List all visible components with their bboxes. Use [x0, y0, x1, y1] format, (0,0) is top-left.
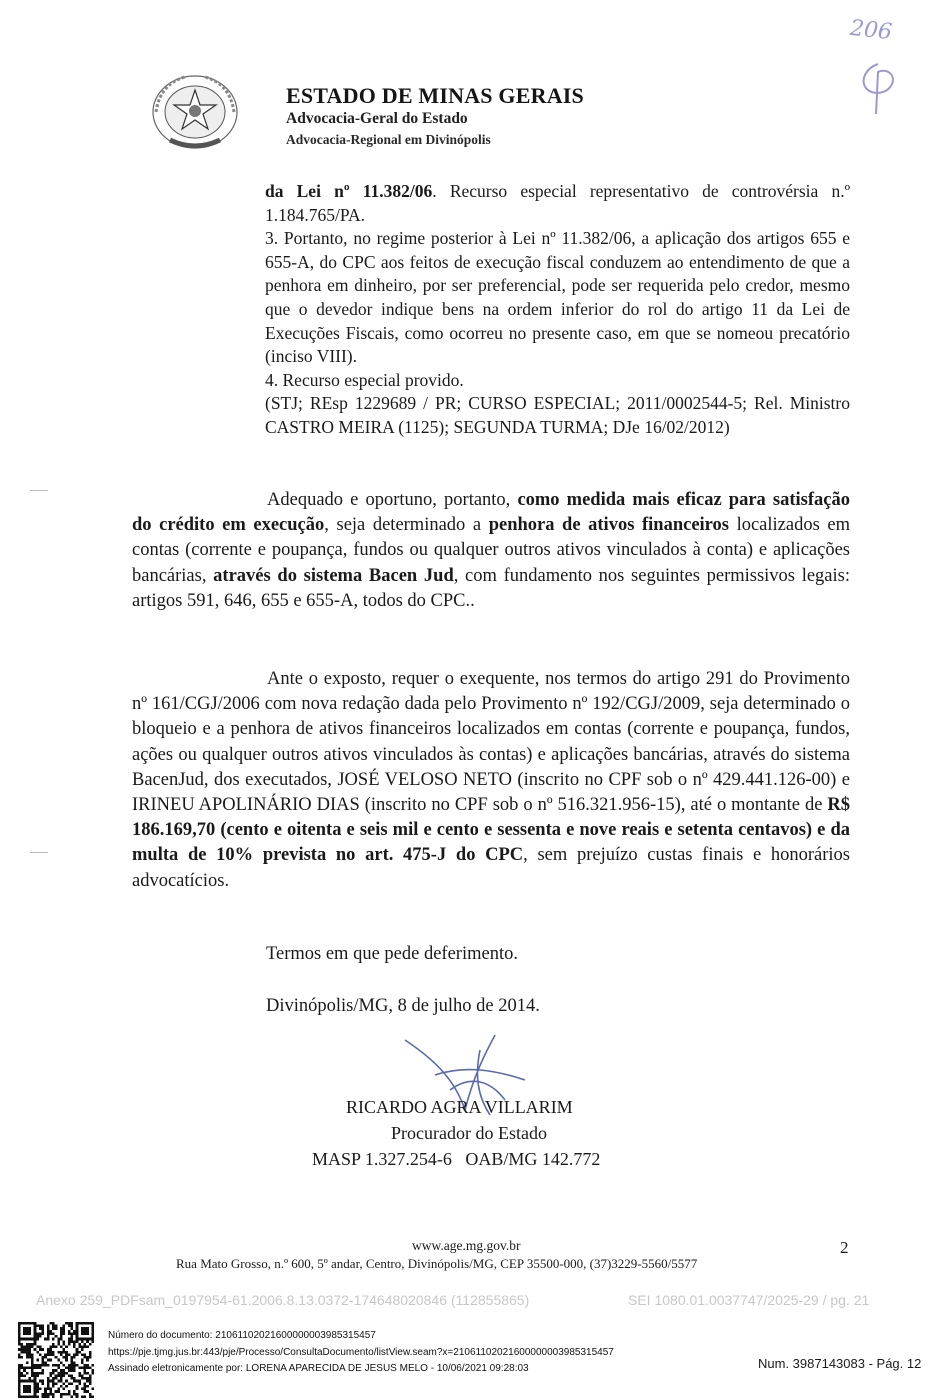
footer-address: Rua Mato Grosso, n.º 600, 5º andar, Centro, Divinópolis/MG, CEP 35500-000, (37)3229-5560/5577 [176, 1256, 698, 1271]
page-number: 2 [840, 1238, 849, 1257]
closing-line: Termos em que pede deferimento. [266, 944, 518, 964]
quote-item-3: 3. Portanto, no regime posterior à Lei nº 11.382/06, a aplicação dos artigos 655 e 655-A, do CPC aos feitos de execução fiscal conduzem ao entendimento de que a penhora em dinheiro, por ser preferencial, pode ser requerida pelo credor, mesmo que o devedor indique bens na ordem inferior do rol do artigo 11 da Lei de Execuções Fiscais, como ocorreu no presente caso, em que se nomeou precatório (inciso VIII). [265, 228, 850, 367]
jurisprudence-quote [265, 180, 850, 440]
paragraph-request: Ante o exposto, requer o exequente, nos termos do artigo 291 do Provimento nº 161/CGJ/2006 com nova redação dada pelo Provimento nº 192/CGJ/2009, seja determinado o bloqueio e a penhora de ativos financeiros localizados em contas (corrente e poupança, fundos, ações ou qualquer outros ativos vinculados às contas) e aplicações bancárias, através do sistema BacenJud, dos executados, JOSÉ VELOSO NETO (inscrito no CPF sob o nº 429.441.126-00) e IRINEU APOLINÁRIO DIAS (inscrito no CPF sob o nº 516.321.956-15), até o montante de R$ 186.169,70 (cento e oitenta e seis mil e cento e sessenta e nove reais e setenta centavos) e da multa de 10% prevista no art. 475-J do CPC, sem prejuízo custas finais e honorários advocatícios. [132, 669, 851, 891]
paragraph-bacen-jud: Adequado e oportuno, portanto, como medida mais eficaz para satisfação do crédito em execução, seja determinado a penhora de ativos financeiros localizados em contas (corrente e poupança, fundos ou qualquer outros ativos vinculados à conta) e aplicações bancárias, através do sistema Bacen Jud, com fundamento nos seguintes permissivos legais: artigos 591, 646, 655 e 655-A, todos do CPC.. [132, 490, 851, 611]
handwritten-initial-icon [848, 58, 908, 118]
annex-stamp: Anexo 259_PDFsam_0197954-61.2006.8.13.0372-174648020846 (112855865) [36, 1292, 530, 1308]
header-subtitle: Advocacia-Geral do Estado [286, 110, 468, 127]
document-num-page: Num. 3987143083 - Pág. 12 [758, 1356, 922, 1371]
document-number: Número do documento: 21061102021600000003985315457 [108, 1330, 376, 1341]
signer-role: Procurador do Estado [391, 1123, 547, 1143]
header-title: ESTADO DE MINAS GERAIS [286, 83, 584, 108]
place-date: Divinópolis/MG, 8 de julho de 2014. [266, 996, 540, 1016]
scan-mark [30, 490, 48, 491]
quote-citation: (STJ; REsp 1229689 / PR; CURSO ESPECIAL; 2011/0002544-5; Rel. Ministro CASTRO MEIRA (1125); SEGUNDA TURMA; DJe 16/02/2012) [265, 393, 850, 437]
sei-stamp: SEI 1080.01.0037747/2025-29 / pg. 21 [628, 1292, 870, 1308]
footer-website: www.age.mg.gov.br [412, 1238, 521, 1253]
signer-name: RICARDO AGRA VILLARIM [346, 1097, 573, 1117]
document-url: https://pje.tjmg.jus.br:443/pje/Processo/ConsultaDocumento/listView.seam?x=21061102021600000003985315457 [108, 1347, 614, 1358]
handwritten-page-number: 206 [848, 15, 894, 46]
state-coat-of-arms-icon [150, 72, 240, 152]
qr-code-icon [18, 1322, 94, 1398]
quote-item-4: 4. Recurso especial provido. [265, 369, 464, 390]
quote-line-1: da Lei nº 11.382/06. Recurso especial representativo de controvérsia n.º 1.184.765/PA. [265, 181, 850, 225]
signer-registration: MASP 1.327.254-6 OAB/MG 142.772 [312, 1149, 601, 1169]
header-office: Advocacia-Regional em Divinópolis [286, 132, 491, 147]
scan-mark [30, 852, 48, 853]
electronic-signature-info: Assinado eletronicamente por: LORENA APARECIDA DE JESUS MELO - 10/06/2021 09:28:03 [108, 1363, 529, 1374]
